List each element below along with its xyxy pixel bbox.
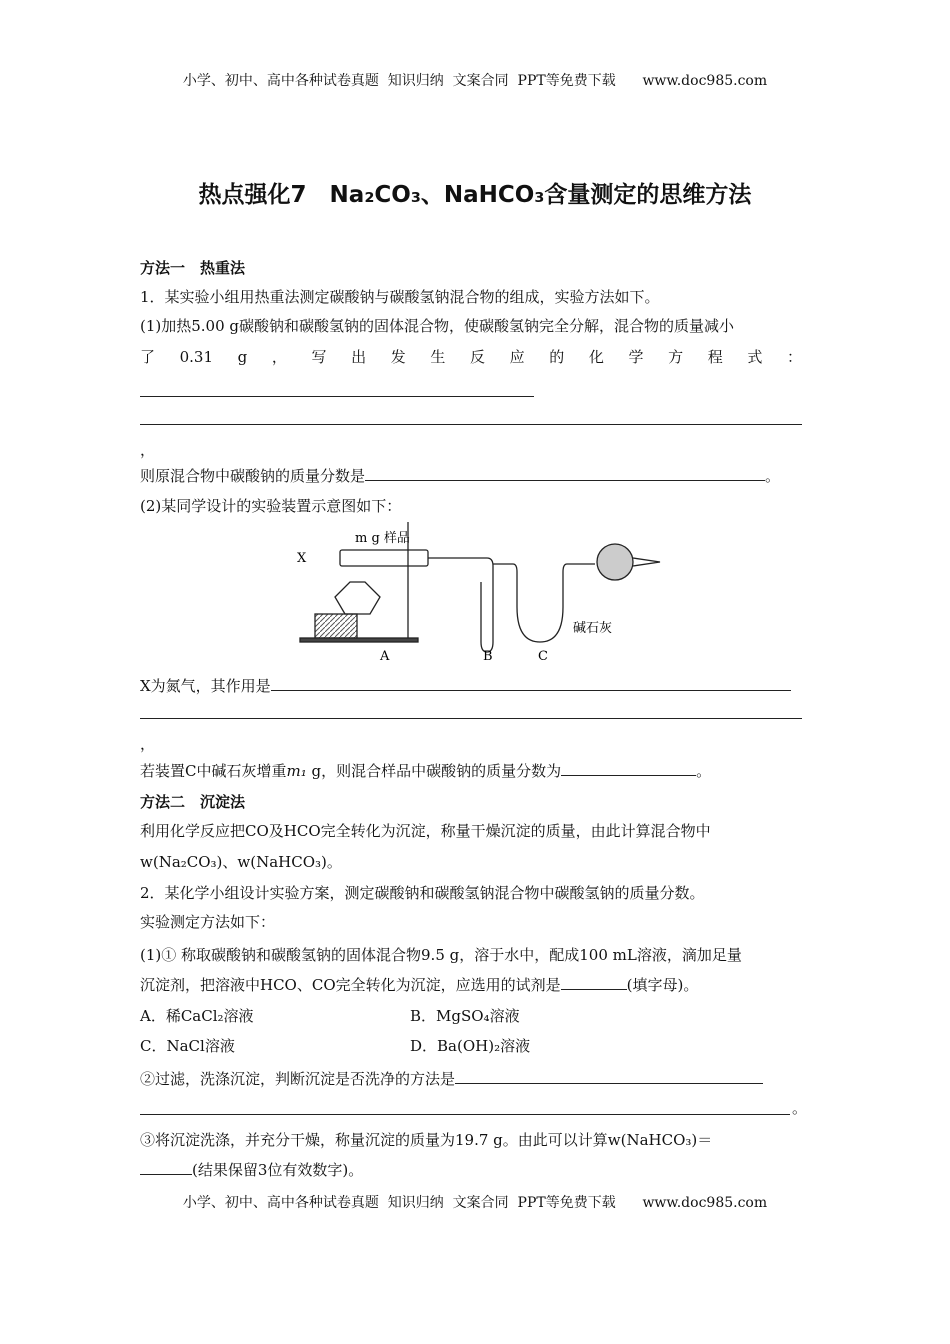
answer-blank: [455, 1069, 763, 1084]
period: 。: [792, 1099, 808, 1117]
period: 。: [765, 467, 781, 485]
mass-variable: m₁: [286, 762, 307, 780]
answer-blank: [140, 1160, 192, 1175]
text-token: 化: [588, 348, 604, 366]
page-footer: 小学、初中、高中各种试卷真题 知识归纳 文案合同 PPT等免费下载 www.doc985.com: [182, 1195, 768, 1211]
text-token: 方: [668, 348, 684, 366]
option-d: D．Ba(OH)₂溶液: [410, 1037, 531, 1055]
answer-blank: [140, 396, 534, 397]
comma: ，: [140, 735, 156, 753]
prompt-text: X为氮气，其作用是: [140, 677, 271, 695]
question-1: 1．某实验小组用热重法测定碳酸钠与碳酸氢钠混合物的组成，实验方法如下。: [140, 288, 660, 306]
question-1-part2-a: [140, 676, 791, 696]
text-token: 式: [747, 348, 763, 366]
soda-lime-label: 碱石灰: [573, 621, 613, 636]
answer-blank: [271, 676, 791, 691]
prompt-text: 若装置C中碱石灰增重: [140, 762, 287, 780]
prompt-text: 沉淀剂，把溶液中HCO、CO完全转化为沉淀，应选用的试剂是: [140, 976, 561, 994]
text-token: 生: [430, 348, 446, 366]
label-a: A: [380, 649, 390, 664]
question-1-part1: (1)加热5.00 g碳酸钠和碳酸氢钠的固体混合物，使碳酸氢钠完全分解，混合物的质量减小: [140, 317, 735, 335]
text-token: 发: [390, 348, 406, 366]
label-c: C: [538, 649, 548, 664]
comma: ，: [140, 441, 156, 459]
text-token: 程: [707, 348, 723, 366]
question-2-method: 实验测定方法如下：: [140, 913, 276, 931]
answer-blank: [561, 761, 696, 776]
option-a: A．稀CaCl₂溶液: [140, 1007, 254, 1025]
text-token: 了: [140, 348, 156, 366]
reaction-tube: [340, 550, 428, 566]
question-1-part2: (2)某同学设计的实验装置示意图如下：: [140, 497, 402, 515]
answer-blank: [140, 1114, 790, 1115]
text-token: 的: [549, 348, 565, 366]
text-token: 出: [351, 348, 367, 366]
answer-blank: [140, 718, 802, 719]
section-heading-method1: 方法一 热重法: [140, 259, 246, 277]
option-b: B．MgSO₄溶液: [410, 1007, 520, 1025]
question-2-step1: (1)① 称取碳酸钠和碳酸氢钠的固体混合物9.5 g，溶于水中，配成100 mL溶液，滴加足量: [140, 946, 742, 964]
text-token: 应: [509, 348, 525, 366]
answer-blank: [140, 424, 802, 425]
text-token: g: [237, 348, 248, 366]
question-1-part2-b: [140, 761, 711, 781]
page-header: 小学、初中、高中各种试卷真题 知识归纳 文案合同 PPT等免费下载 www.doc985.com: [182, 73, 768, 89]
page-title: 热点强化7 Na₂CO₃、NaHCO₃含量测定的思维方法: [198, 182, 752, 208]
label-b: B: [483, 649, 493, 664]
prompt-text: (结果保留3位有效数字)。: [192, 1161, 364, 1179]
question-2: 2．某化学小组设计实验方案，测定碳酸钠和碳酸氢钠混合物中碳酸氢钠的质量分数。: [140, 884, 705, 902]
section-heading-method2: 方法二 沉淀法: [140, 793, 246, 811]
prompt-text: g，则混合样品中碳酸钠的质量分数为: [306, 762, 562, 780]
text-token: 学: [628, 348, 644, 366]
prompt-text: (填字母)。: [626, 976, 699, 994]
text-token: ，: [271, 348, 287, 366]
apparatus-diagram: [295, 522, 665, 667]
question-2-step3-cont: [140, 1160, 363, 1180]
question-2-step3: ③将沉淀洗涤，并充分干燥，称量沉淀的质量为19.7 g。由此可以计算w(NaHCO₃)＝: [140, 1131, 713, 1149]
period: 。: [696, 762, 712, 780]
method2-text-cont: w(Na₂CO₃)、w(NaHCO₃)。: [140, 853, 342, 871]
question-1-part1-cont: [140, 347, 802, 367]
prompt-text: ②过滤，洗涤沉淀，判断沉淀是否洗净的方法是: [140, 1070, 456, 1088]
prompt-text: 则原混合物中碳酸钠的质量分数是: [140, 467, 366, 485]
text-token: 写: [311, 348, 327, 366]
question-2-step2: [140, 1069, 763, 1089]
sample-label: m g 样品: [355, 531, 410, 546]
text-token: 0.31: [179, 348, 214, 366]
method2-text: 利用化学反应把CO及HCO完全转化为沉淀，称量干燥沉淀的质量，由此计算混合物中: [140, 822, 711, 840]
text-token: ：: [786, 348, 802, 366]
answer-blank: [365, 466, 765, 481]
question-1-part1-fraction: [140, 466, 780, 486]
text-token: 反: [469, 348, 485, 366]
answer-blank: [561, 975, 627, 990]
question-2-step1-cont: [140, 975, 698, 995]
option-c: C．NaCl溶液: [140, 1037, 235, 1055]
gas-inlet-label: X: [297, 551, 307, 566]
